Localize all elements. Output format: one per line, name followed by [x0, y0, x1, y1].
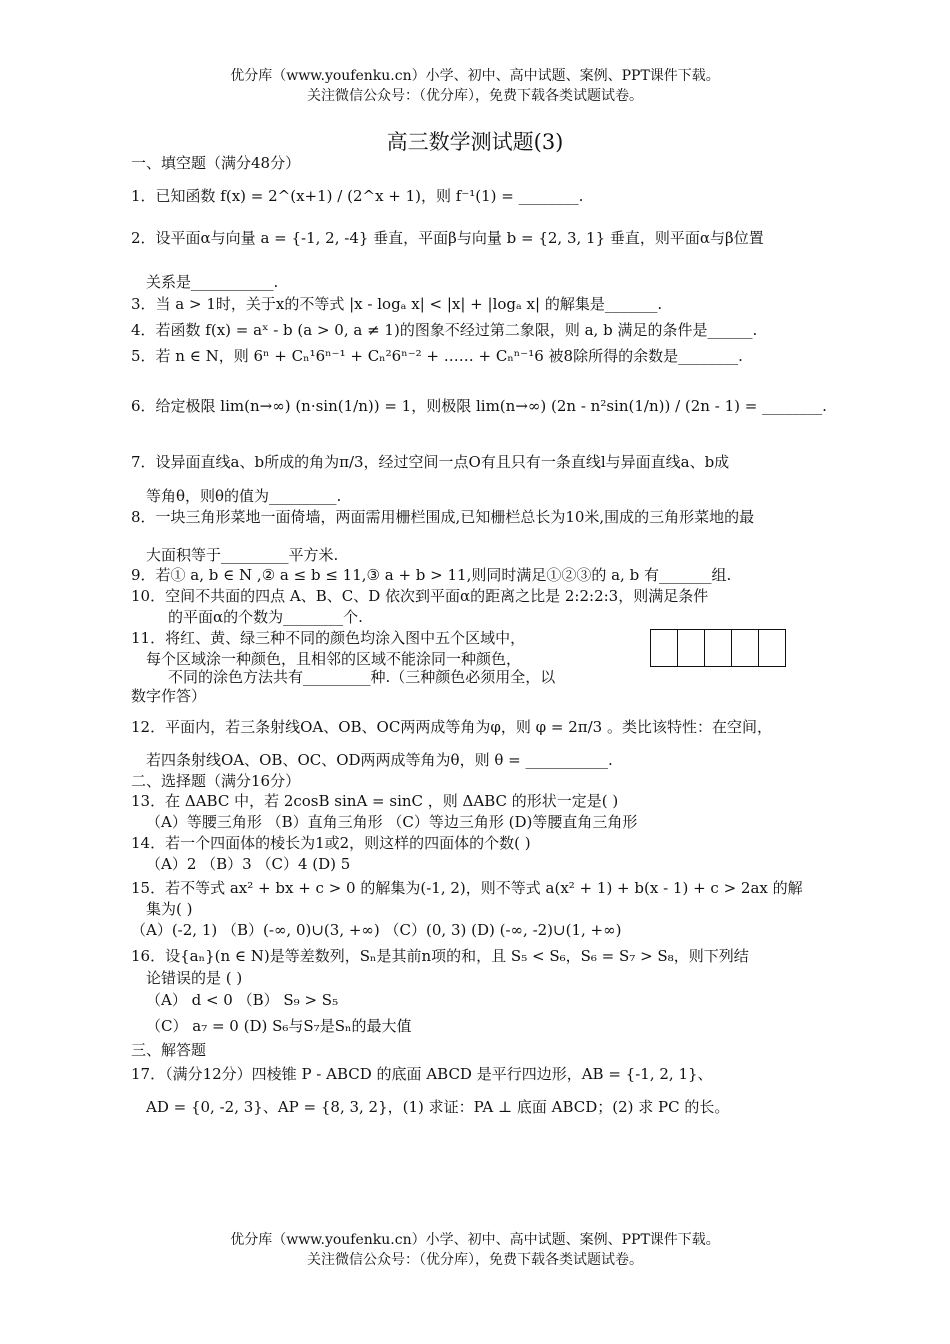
region-3 [704, 629, 732, 667]
question-16-line-2: 论错误的是 ( ) [146, 969, 243, 987]
question-16-options-1: （A） d < 0 （B） S₉ > S₅ [146, 991, 339, 1009]
section-answer: 三、解答题 [131, 1041, 207, 1059]
region-2 [677, 629, 705, 667]
question-16-line-1: 16．设{aₙ}(n ∈ N)是等差数列，Sₙ是其前n项的和，且 S₅ < S₆，S₆ = S₇ > S₈，则下列结 [131, 947, 749, 965]
question-8-line-2: 大面积等于_________平方米. [146, 546, 339, 564]
question-16-options-2: （C） a₇ = 0 (D) S₆与S₇是Sₙ的最大值 [146, 1017, 412, 1035]
five-region-diagram [651, 629, 786, 667]
question-7-line-2: 等角θ，则θ的值为_________. [146, 487, 342, 505]
question-17-line-2: AD = {0, -2, 3}、AP = {8, 3, 2}，(1) 求证：PA ⊥ 底面 ABCD；(2) 求 PC 的长。 [146, 1098, 730, 1116]
question-6: 6．给定极限 lim(n→∞) (n·sin(1/n)) = 1，则极限 lim(n→∞) (2n - n²sin(1/n)) / (2n - 1) = ________. [131, 397, 827, 415]
question-3: 3．当 a > 1时，关于x的不等式 |x - logₐ x| < |x| + |logₐ x| 的解集是_______. [131, 295, 663, 313]
question-10-line-1: 10．空间不共面的四点 A、B、C、D 依次到平面α的距离之比是 2:2:2:3，则满足条件 [131, 587, 709, 605]
question-12-line-2: 若四条射线OA、OB、OC、OD两两成等角为θ，则 θ = ___________. [146, 751, 613, 769]
region-1 [650, 629, 678, 667]
question-12-line-1: 12．平面内，若三条射线OA、OB、OC两两成等角为φ，则 φ = 2π/3 。类比该特性：在空间， [131, 718, 772, 736]
question-15-line-2: 集为( ) [146, 900, 193, 918]
question-11-line-3: 不同的涂色方法共有_________种.（三种颜色必须用全，以 [168, 668, 556, 686]
question-15-options: （A）(-2, 1) （B）(-∞, 0)∪(3, +∞) （C）(0, 3) (D) (-∞, -2)∪(1, +∞) [131, 921, 622, 939]
footer-line-2: 关注微信公众号：（优分库），免费下载各类试题试卷。 [307, 1252, 643, 1268]
page-title: 高三数学测试题(3) [386, 130, 564, 154]
question-7-line-1: 7．设异面直线a、b所成的角为π/3，经过空间一点O有且只有一条直线l与异面直线a、b成 [131, 453, 730, 471]
header-line-2: 关注微信公众号：（优分库），免费下载各类试题试卷。 [307, 88, 643, 104]
question-8-line-1: 8．一块三角形菜地一面倚墙，两面需用栅栏围成,已知栅栏总长为10米,围成的三角形菜地的最 [131, 508, 755, 526]
question-4: 4．若函数 f(x) = aˣ - b (a > 0, a ≠ 1)的图象不经过第二象限，则 a, b 满足的条件是______. [131, 321, 758, 339]
question-9: 9．若① a, b ∈ N ,② a ≤ b ≤ 11,③ a + b > 11,则同时满足①②③的 a, b 有_______组. [131, 566, 732, 584]
question-11-line-1: 11．将红、黄、绿三种不同的颜色均涂入图中五个区域中， [131, 629, 526, 647]
region-4 [731, 629, 759, 667]
question-14: 14．若一个四面体的棱长为1或2，则这样的四面体的个数( ) [131, 834, 531, 852]
question-5: 5．若 n ∈ N，则 6ⁿ + Cₙ¹6ⁿ⁻¹ + Cₙ²6ⁿ⁻² + …… + Cₙⁿ⁻¹6 被8除所得的余数是________. [131, 347, 743, 365]
question-11-line-4: 数字作答） [131, 687, 207, 705]
question-1: 1．已知函数 f(x) = 2^(x+1) / (2^x + 1)，则 f⁻¹(1) = ________. [131, 187, 584, 205]
question-15-line-1: 15．若不等式 ax² + bx + c > 0 的解集为(-1, 2)，则不等式 a(x² + 1) + b(x - 1) + c > 2ax 的解 [131, 879, 803, 897]
section-fill-in: 一、填空题（满分48分） [131, 154, 301, 172]
question-2-line-2: 关系是___________. [146, 273, 279, 291]
question-14-options: （A）2 （B）3 （C）4 (D) 5 [146, 855, 351, 873]
question-17-line-1: 17．（满分12分）四棱锥 P - ABCD 的底面 ABCD 是平行四边形，AB = {-1, 2, 1}、 [131, 1065, 713, 1083]
question-13-options: （A）等腰三角形 （B）直角三角形 （C）等边三角形 (D)等腰直角三角形 [146, 813, 638, 831]
header-line-1: 优分库（www.youfenku.cn）小学、初中、高中试题、案例、PPT课件下载。 [230, 68, 720, 84]
question-11-line-2: 每个区域涂一种颜色，且相邻的区域不能涂同一种颜色， [146, 650, 522, 668]
region-5 [758, 629, 786, 667]
question-10-line-2: 的平面α的个数为________个. [168, 608, 363, 626]
question-2-line-1: 2．设平面α与向量 a = {-1, 2, -4} 垂直，平面β与向量 b = {2, 3, 1} 垂直，则平面α与β位置 [131, 229, 764, 247]
section-multiple-choice: 二、选择题（满分16分） [131, 772, 301, 790]
question-13: 13．在 ΔABC 中，若 2cosB sinA = sinC ，则 ΔABC 的形状一定是( ) [131, 792, 619, 810]
footer-line-1: 优分库（www.youfenku.cn）小学、初中、高中试题、案例、PPT课件下载。 [230, 1232, 720, 1248]
